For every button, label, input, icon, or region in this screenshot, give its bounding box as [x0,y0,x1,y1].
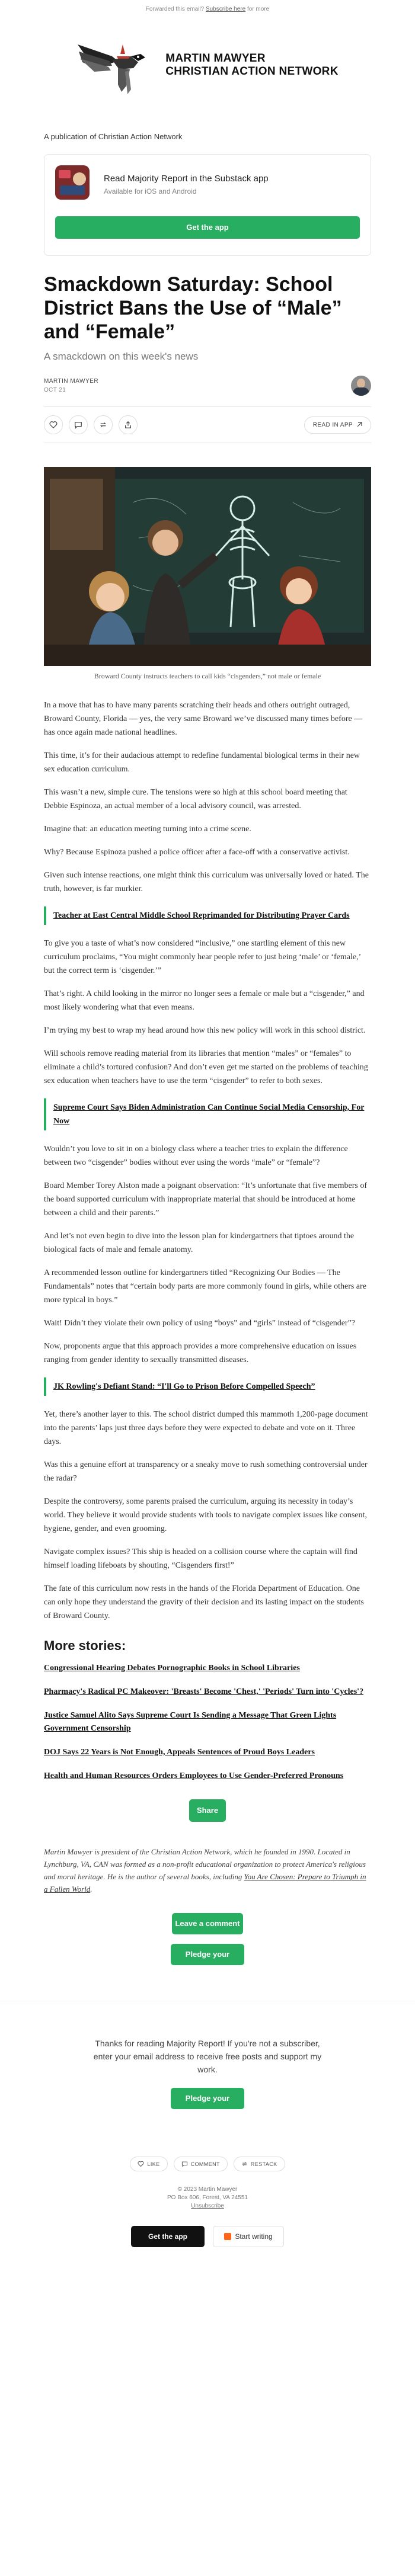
read-in-app-label: READ IN APP [312,421,353,428]
footer-get-app-button[interactable]: Get the app [131,2226,205,2247]
logo[interactable] [76,33,338,98]
restack-button[interactable] [94,415,113,434]
paragraph: Board Member Torey Alston made a poignant observation: “It’s unfortunate that five members of the board supported curriculum with inappropriate material that should be introduced at home between a child and their parents.” [44,1181,368,1217]
mailing-address: PO Box 606, Forest, VA 24551 [167,2194,248,2201]
paragraph: I’m trying my best to wrap my head around how this new policy will work in this school district. [44,1026,366,1035]
brand-name [165,52,338,78]
related-link-block [44,906,371,925]
footer-like-button[interactable] [130,2157,167,2171]
paragraph: Navigate complex issues? This ship is headed on a collision course where the captain will find himself loading lifeboats by shouting, “Cisgenders first!” [44,1547,357,1570]
read-in-app-button[interactable] [304,416,371,434]
more-stories-heading: More stories: [44,1638,126,1653]
brand-line-1: MARTIN MAWYER [165,52,266,65]
more-story-link[interactable]: DOJ Says 22 Years is Not Enough, Appeals Sentences of Proud Boys Leaders [44,1748,315,1757]
publish-date: OCT 21 [44,387,66,393]
paragraph: Despite the controversy, some parents praised the curriculum, arguing its necessity in today’s world. They believe it would provide students with tools to navigate complex issues like consent, hygiene, gender, and even grooming. [44,1497,367,1533]
related-link-prayer-cards[interactable]: Teacher at East Central Middle School Reprimanded for Distributing Prayer Cards [53,911,350,920]
related-link-supreme-court[interactable]: Supreme Court Says Biden Administration Can Continue Social Media Censorship, For Now [53,1103,365,1126]
footer-comment-button[interactable] [174,2157,228,2171]
paragraph: That’s right. A child looking in the mirror no longer sees a female or male but a “cisgender,” and most likely wondering what that even means. [44,989,365,1012]
masthead [0,27,415,104]
get-app-button[interactable]: Get the app [55,216,360,239]
share-post-button[interactable]: Share [189,1799,226,1822]
copyright-text: © 2023 Martin Mawyer [177,2186,238,2193]
comment-label: COMMENT [190,2161,220,2167]
publication-label: A publication of Christian Action Network [44,132,183,141]
article-title[interactable]: Smackdown Saturday: School District Bans the Use of “Male” and “Female” [44,273,342,343]
substack-icon [224,2233,231,2240]
related-link-block [44,1377,371,1396]
paragraph: In a move that has to have many parents scratching their heads and others outright outraged, Broward County, Florida — yes, the very same Broward we’ve discussed many times before — has once again made national headlines. [44,701,363,737]
paragraph: A recommended lesson outline for kindergartners titled “Recognizing Our Bodies — The Fundamentals” notes that “certain body parts are more commonly found in girls, while others are more typical in boys.” [44,1268,366,1305]
restack-icon [241,2161,248,2167]
author-avatar[interactable] [351,376,371,396]
paragraph: Imagine that: an education meeting turning into a crime scene. [44,825,251,834]
comment-icon [74,421,82,429]
comment-icon [181,2161,188,2167]
paragraph: This time, it’s for their audacious attempt to redefine fundamental biological terms in their new sex education curriculum. [44,751,360,774]
paragraph: Wait! Didn’t they violate their own policy of using “boys” and “girls” instead of “cisgender”? [44,1319,356,1328]
bio-text: Martin Mawyer is president of the Christian Action Network, which he founded in 1990. Located in Lynchburg, VA, CAN was formed as a non-profit educational organization to protect America's religious and moral heritage. He is the author of several books, including [44,1847,366,1881]
forward-notice [0,0,415,12]
paragraph: To give you a taste of what’s now considered “inclusive,” one startling element of this new curriculum proclaims, “You might commonly hear people refer to just being ‘male’ or ‘female,’ but the correct term is ‘cisgender.’” [44,939,361,975]
paragraph: Now, proponents argue that this approach provides a more comprehensive education on issues ranging from gender identity to sexually transmitted diseases. [44,1342,357,1364]
restack-label: RESTACK [250,2161,277,2167]
start-writing-button[interactable] [213,2226,284,2247]
unsubscribe-link[interactable]: Unsubscribe [191,2203,224,2209]
author-bio [44,1846,371,1895]
copyright-block [44,2186,371,2210]
post-actions [44,406,371,443]
share-button[interactable] [119,415,138,434]
subscribe-link[interactable]: Subscribe here [205,6,246,12]
eagle-logo-icon [76,33,159,98]
paragraph: And let’s not even begin to dive into the lesson plan for kindergartners that tiptoes around the biological facts of male and female anatomy. [44,1232,355,1254]
paragraph: Given such intense reactions, one might think this curriculum was universally loved or hated. The truth, however, is far murkier. [44,871,369,893]
article-subtitle: A smackdown on this week's news [44,351,199,362]
related-link-block [44,1098,371,1130]
footer-app-row [44,2226,371,2247]
comment-button[interactable] [69,415,88,434]
paragraph: Will schools remove reading material from its libraries that mention “males” or “females” to eliminate a child’s tortured confusion? And don’t even get me started on the problems of teaching sex education when teachers have to use the term “cisgender” to refer to both sexes. [44,1049,368,1085]
heart-icon [49,421,58,429]
paragraph: Why? Because Espinoza pushed a police officer after a face-off with a conservative activist. [44,848,350,857]
thanks-message: Thanks for reading Majority Report! If you're not a subscriber, enter your email address to receive free posts and support my work. [93,2039,322,2074]
paragraph: Yet, there’s another layer to this. The school district dumped this mammoth 1,200-page document into the parents’ laps just three days before they were expected to debate and vote on it. Three days. [44,1410,368,1446]
forward-suffix: for more [247,6,270,12]
book-link[interactable]: You Are Chosen: Prepare to Triumph in a Fallen World [44,1872,366,1893]
author-name[interactable]: MARTIN MAWYER [44,378,99,385]
forward-text: Forwarded this email? [145,6,205,12]
heart-icon [138,2161,144,2167]
more-story-link[interactable]: Congressional Hearing Debates Pornographic Books in School Libraries [44,1664,300,1673]
bio-end: . [90,1885,92,1893]
classroom-illustration [44,467,371,666]
more-story-link[interactable]: Health and Human Resources Orders Employees to Use Gender-Preferred Pronouns [44,1771,344,1780]
restack-icon [99,421,107,429]
article-body [44,699,371,1623]
footer-actions [44,2157,371,2171]
image-caption: Broward County instructs teachers to call kids “cisgenders,” not male or female [94,672,321,680]
app-promo-card [44,154,371,256]
paragraph: This wasn’t a new, simple cure. The tensions were so high at this school board meeting that Debbie Espinoza, an actual member of a local advisory council, was arrested. [44,788,347,810]
app-card-subtext: Available for iOS and Android [104,187,197,196]
footer-pledge-button[interactable]: Pledge your support [171,2088,244,2109]
pledge-support-button[interactable]: Pledge your support [171,1944,244,1965]
more-story-link[interactable]: Justice Samuel Alito Says Supreme Court Is Sending a Message That Green Lights Government Censorship [44,1711,337,1733]
paragraph: The fate of this curriculum now rests in the hands of the Florida Department of Education. One can only hope they understand the gravity of their decision and its lasting impact on the students of Broward County. [44,1584,364,1620]
hero-image[interactable] [44,467,371,666]
brand-line-2: CHRISTIAN ACTION NETWORK [165,65,339,78]
share-icon [124,421,132,429]
more-story-link[interactable]: Pharmacy's Radical PC Makeover: 'Breasts' Become 'Chest,' 'Periods' Turn into 'Cycles'? [44,1687,364,1696]
app-thumbnail [55,165,90,200]
footer-restack-button[interactable] [234,2157,285,2171]
app-card-heading: Read Majority Report in the Substack app [104,174,269,184]
paragraph: Was this a genuine effort at transparency or a sneaky move to rush something controversial under the radar? [44,1460,368,1483]
byline [44,376,371,396]
start-writing-label: Start writing [235,2232,273,2241]
external-link-icon [356,422,362,428]
related-link-jk-rowling[interactable]: JK Rowling's Defiant Stand: “I'll Go to Prison Before Compelled Speech” [53,1382,315,1391]
like-label: LIKE [147,2161,160,2167]
like-button[interactable] [44,415,63,434]
leave-comment-button[interactable]: Leave a comment [172,1913,243,1934]
paragraph: Wouldn’t you love to sit in on a biology class where a teacher tries to explain the difference between two “cisgender” bodies without ever using the words “male” or “female”? [44,1145,348,1167]
